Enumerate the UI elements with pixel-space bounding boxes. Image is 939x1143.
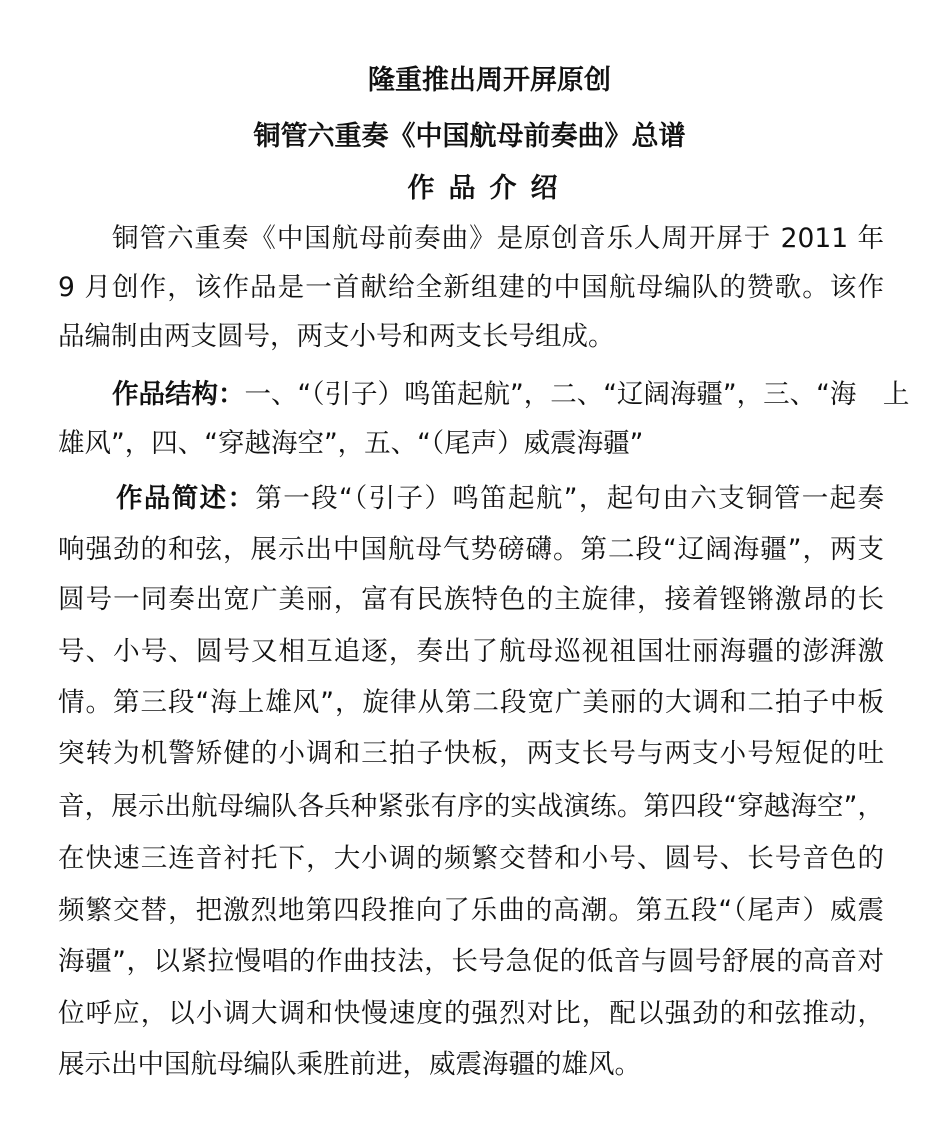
structure-line: 雄风”，四、“穿越海空”，五、“（尾声）威震海疆” bbox=[58, 428, 644, 459]
intro-line: 9 月创作，该作品是一首献给全新组建的中国航母编队的赞歌。该作 bbox=[58, 272, 884, 303]
section-heading: 作品介绍 bbox=[407, 173, 572, 204]
description-line bbox=[116, 482, 884, 516]
description-line: 号、小号、圆号又相互追逐，奏出了航母巡视祖国壮丽海疆的澎湃激 bbox=[58, 636, 884, 667]
structure-line bbox=[112, 378, 910, 412]
description-text: 第一段“（引子）鸣笛起航”，起句由六支铜管一起奏 bbox=[255, 483, 884, 514]
title-line-2: 铜管六重奏《中国航母前奏曲》总谱 bbox=[253, 121, 686, 152]
intro-line: 铜管六重奏《中国航母前奏曲》是原创音乐人周开屏于 2011 年 bbox=[112, 223, 884, 254]
structure-label: 作品结构： bbox=[112, 379, 245, 410]
description-line: 展示出中国航母编队乘胜前进，威震海疆的雄风。 bbox=[58, 1049, 641, 1080]
description-line: 频繁交替，把激烈地第四段推向了乐曲的高潮。第五段“（尾声）威震 bbox=[58, 895, 884, 926]
description-line: 音，展示出航母编队各兵种紧张有序的实战演练。第四段“穿越海空”， bbox=[58, 791, 884, 822]
description-line: 在快速三连音衬托下，大小调的频繁交替和小号、圆号、长号音色的 bbox=[58, 843, 884, 874]
description-line: 响强劲的和弦，展示出中国航母气势磅礴。第二段“辽阔海疆”，两支 bbox=[58, 534, 884, 565]
description-line: 海疆”，以紧拉慢唱的作曲技法，长号急促的低音与圆号舒展的高音对 bbox=[58, 946, 884, 977]
description-line: 圆号一同奏出宽广美丽，富有民族特色的主旋律，接着铿锵激昂的长 bbox=[58, 584, 884, 615]
intro-line: 品编制由两支圆号，两支小号和两支长号组成。 bbox=[58, 321, 615, 352]
structure-text: 一、“（引子）鸣笛起航”，二、“辽阔海疆”，三、“海 上 bbox=[244, 379, 910, 410]
description-line: 突转为机警矫健的小调和三拍子快板，两支长号与两支小号短促的吐 bbox=[58, 738, 884, 769]
description-line: 情。第三段“海上雄风”，旋律从第二段宽广美丽的大调和二拍子中板 bbox=[58, 687, 884, 718]
title-line-1: 隆重推出周开屏原创 bbox=[368, 65, 611, 96]
description-label: 作品简述： bbox=[116, 483, 256, 514]
description-line: 位呼应，以小调大调和快慢速度的强烈对比，配以强劲的和弦推动， bbox=[58, 998, 884, 1029]
